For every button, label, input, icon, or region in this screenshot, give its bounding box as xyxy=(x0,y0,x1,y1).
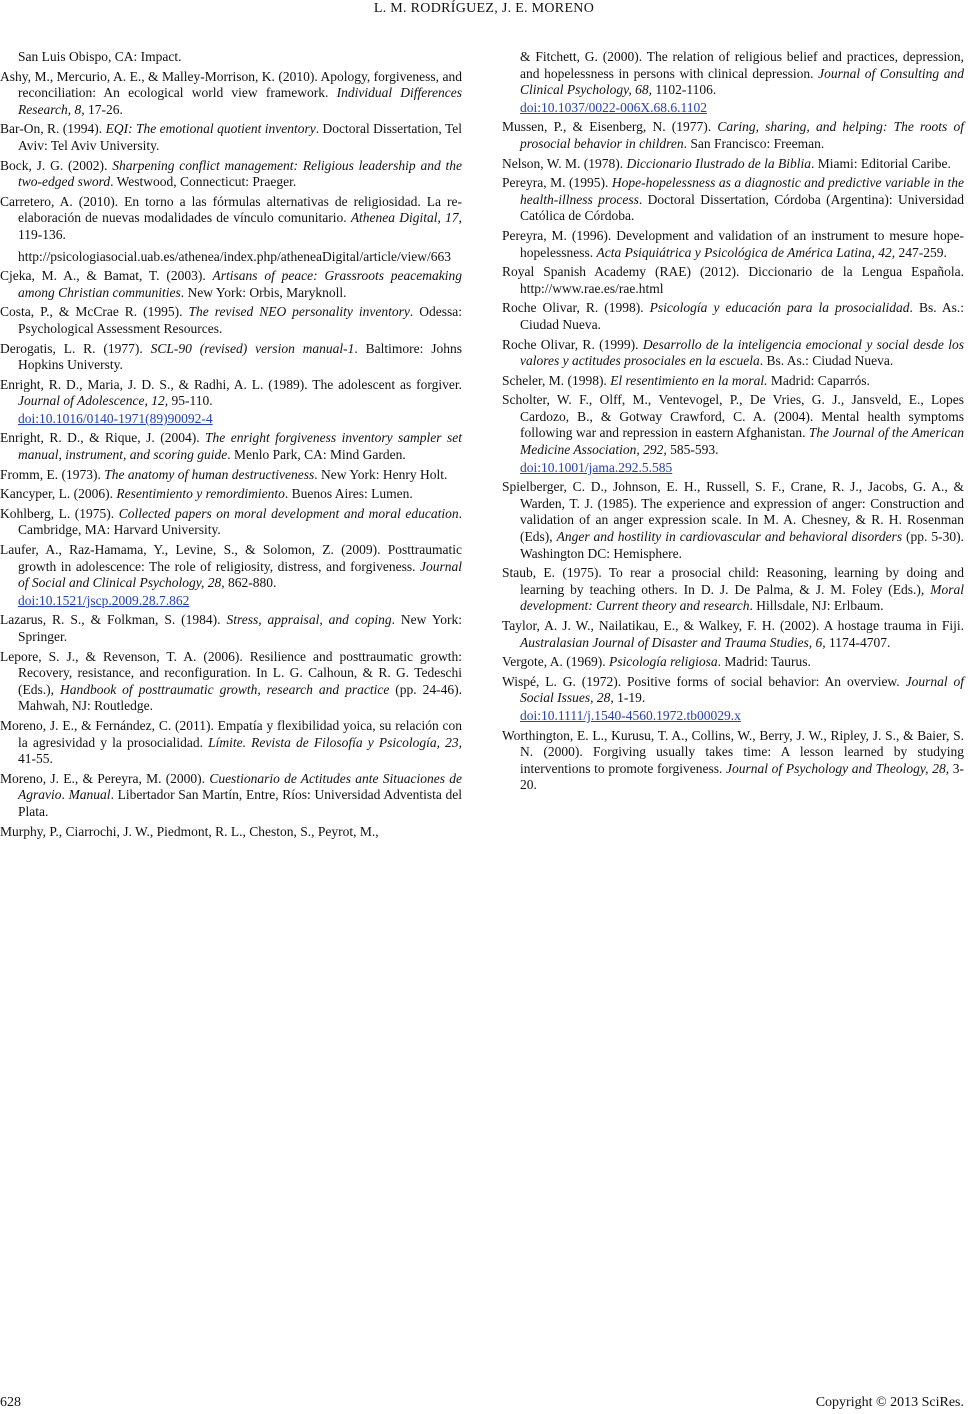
reference-text: Ashy, M., Mercurio, A. E., & Malley-Morrison, K. (2010). Apology, forgiveness, and reconciliation: An ecological world view framework. xyxy=(0,68,462,101)
page-number: 628 xyxy=(0,1395,21,1410)
reference-text: Cjeka, M. A., & Bamat, T. (2003). xyxy=(0,268,213,284)
reference-entry xyxy=(0,377,462,428)
doi-link[interactable]: doi:10.1037/0022-006X.68.6.1102 xyxy=(520,99,707,115)
reference-entry xyxy=(0,467,462,484)
reference-source: Journal of Social Issues, 28, xyxy=(520,673,964,706)
reference-text: . Doctoral Dissertation, Tel Aviv: Tel Aviv University. xyxy=(18,121,462,153)
doi-link[interactable]: doi:10.1111/j.1540-4560.1972.tb00029.x xyxy=(520,707,741,723)
reference-text: Scholter, W. F., Olff, M., Ventevogel, P., De Vries, G. J., Jansveld, E., Lopes Cardozo, B., & Gotway Crawford, C. A. (2004). Mental health symptoms following war and repression in eastern Afghanistan. xyxy=(502,392,964,441)
reference-entry xyxy=(0,194,462,265)
reference-source: Caring, sharing, and helping: The roots of prosocial behavior in children xyxy=(520,119,964,151)
reference-source: Límite. Revista de Filosofía y Psicología, 23, xyxy=(208,734,462,750)
reference-text: Derogatis, L. R. (1977). xyxy=(0,340,151,356)
doi-link[interactable]: doi:10.1016/0140-1971(89)90092-4 xyxy=(18,410,213,426)
reference-source: Hope-hopelessness as a diagnostic and predictive variable in the health-illness process xyxy=(520,175,964,207)
reference-text: 3-20. xyxy=(520,760,964,793)
reference-text: Worthington, E. L., Kurusu, T. A., Collins, W., Berry, J. W., Ripley, J. S., & Baier, S. N. (2000). Forgiving usually takes time: A lesson learned by studying interventions to promote forgiveness. xyxy=(502,727,964,776)
reference-text: (pp. 24-46). Mahwah, NJ: Routledge. xyxy=(18,681,462,714)
reference-entry xyxy=(0,69,462,119)
reference-text: . New York: Springer. xyxy=(18,612,462,644)
reference-entry xyxy=(0,268,462,301)
reference-text: Roche Olivar, R. (1998). xyxy=(502,300,650,316)
reference-source: Stress, appraisal, and coping xyxy=(226,612,392,628)
reference-text: Bar-On, R. (1994). xyxy=(0,121,106,137)
reference-text: Lazarus, R. S., & Folkman, S. (1984). xyxy=(0,612,227,628)
reference-source: Artisans of peace: Grassroots peacemaking among Christian communities xyxy=(18,268,463,300)
reference-text: Mussen, P., & Eisenberg, N. (1977). xyxy=(502,119,718,135)
reference-text: . Hillsdale, NJ: Erlbaum. xyxy=(749,598,884,614)
reference-entry xyxy=(502,392,964,476)
reference-source: Cuestionario de Actitudes ante Situaciones de Agravio xyxy=(18,770,463,803)
reference-entry xyxy=(0,542,462,609)
reference-text: Royal Spanish Academy (RAE) (2012). Diccionario de la Lengua Española. http://www.rae.es/rae.html xyxy=(502,264,964,296)
reference-text: . New York: Orbis, Maryknoll. xyxy=(180,284,347,300)
reference-source: El resentimiento en la moral. xyxy=(610,372,768,388)
reference-entry xyxy=(502,654,964,671)
reference-text: 1174-4707. xyxy=(825,634,891,650)
reference-text: 247-259. xyxy=(895,244,947,260)
reference-source: SCL-90 (revised) version manual-1 xyxy=(150,340,355,356)
reference-source: Journal of Social and Clinical Psychology, 28, xyxy=(18,558,462,591)
reference-entry xyxy=(502,618,964,651)
reference-entry xyxy=(0,486,462,503)
reference-text: Staub, E. (1975). To rear a prosocial child: Reasoning, learning by doing and learning by teaching others. In D. J. De Palma, & J. M. Foley (Eds.), xyxy=(502,565,964,597)
reference-entry xyxy=(0,824,462,841)
reference-entry xyxy=(502,156,964,173)
reference-text: . Cambridge, MA: Harvard University. xyxy=(18,505,462,538)
reference-source: Sharpening conflict management: Religious leadership and the two-edged sword xyxy=(18,157,462,190)
reference-text: Bock, J. G. (2002). xyxy=(0,157,113,173)
reference-source: Resentimiento y remordimiento xyxy=(116,486,285,502)
reference-text: Pereyra, M. (1996). Development and validation of an instrument to mesure hope-hopelessness. xyxy=(502,227,964,260)
reference-text: Kohlberg, L. (1975). xyxy=(0,505,119,521)
reference-text: Moreno, J. E., & Fernández, C. (2011). Empatía y flexibilidad yoica, su relación con la agresividad y la prosocialidad. xyxy=(0,717,462,750)
reference-text: , 119-136. xyxy=(18,210,462,242)
reference-text: 1102-1106. xyxy=(651,82,717,98)
reference-source: Psicología y educación para la prosocialidad xyxy=(649,300,910,316)
doi-link[interactable]: doi:10.1001/jama.292.5.585 xyxy=(520,459,673,475)
reference-text: Carretero, A. (2010). En torno a las fórmulas alternativas de religiosidad. La re-elaboración de nuevas modalidades de vínculo comunitario. xyxy=(0,193,462,226)
reference-text: . xyxy=(61,787,69,803)
reference-text: Wispé, L. G. (1972). Positive forms of social behavior: An overview. xyxy=(502,673,906,689)
reference-source: The revised NEO personality inventory xyxy=(188,304,410,320)
reference-text: . San Francisco: Freeman. xyxy=(683,135,825,151)
reference-text: . New York: Henry Holt. xyxy=(314,466,448,482)
doi-link[interactable]: doi:10.1521/jscp.2009.28.7.862 xyxy=(18,592,190,608)
reference-text: 95-110. xyxy=(168,393,213,409)
running-header xyxy=(0,0,968,17)
reference-text: & Fitchett, G. (2000). The relation of religious belief and practices, depression, and hopelessness in persons with clinical depression. xyxy=(520,49,964,81)
reference-text: . Bs. As.: Ciudad Nueva. xyxy=(520,300,964,332)
reference-entry xyxy=(0,649,462,715)
reference-text: Vergote, A. (1969). xyxy=(502,654,609,670)
reference-text: 17-26. xyxy=(84,101,123,117)
reference-entry xyxy=(0,158,462,191)
reference-entry xyxy=(0,341,462,374)
reference-text: (pp. 5-30). Washington DC: Hemisphere. xyxy=(520,529,964,561)
reference-text: San Luis Obispo, CA: Impact. xyxy=(18,49,182,64)
reference-entry xyxy=(0,121,462,154)
reference-entry xyxy=(502,175,964,225)
reference-entry xyxy=(0,612,462,645)
reference-source: Diccionario Ilustrado de la Biblia xyxy=(626,155,811,171)
reference-source: Individual Differences Research, 8, xyxy=(18,85,463,117)
reference-entry xyxy=(502,337,964,370)
reference-text: . Westwood, Connecticut: Praeger. xyxy=(110,174,297,190)
reference-text: 41-55. xyxy=(18,751,53,767)
reference-source: Australasian Journal of Disaster and Trauma Studies, 6, xyxy=(520,634,826,650)
reference-source: Collected papers on moral development and moral education xyxy=(118,505,459,521)
reference-entry xyxy=(502,228,964,261)
reference-entry xyxy=(502,300,964,333)
reference-source: Journal of Consulting and Clinical Psychology, 68, xyxy=(520,65,964,98)
reference-url[interactable]: http://psicologiasocial.uab.es/athenea/index.php/atheneaDigital/article/view/663 xyxy=(18,248,451,264)
references-left-column xyxy=(0,49,462,843)
reference-text: . Bs. As.: Ciudad Nueva. xyxy=(759,353,894,369)
reference-text: Fromm, E. (1973). xyxy=(0,466,105,482)
reference-text: Murphy, P., Ciarrochi, J. W., Piedmont, R. L., Cheston, S., Peyrot, M., xyxy=(0,823,379,839)
reference-text: 862-880. xyxy=(224,575,277,591)
reference-text: Enright, R. D., & Rique, J. (2004). xyxy=(0,430,206,446)
reference-text: . Madrid: Taurus. xyxy=(717,654,811,670)
reference-text: Enright, R. D., Maria, J. D. S., & Radhi, A. L. (1989). The adolescent as forgiver. xyxy=(0,376,462,392)
reference-entry xyxy=(502,674,964,725)
reference-source: Handbook of posttraumatic growth, research and practice xyxy=(59,681,390,697)
reference-source: The anatomy of human destructiveness xyxy=(104,466,315,482)
reference-text: Costa, P., & McCrae R. (1995). xyxy=(0,304,189,320)
reference-text: Roche Olivar, R. (1999). xyxy=(502,336,643,352)
reference-text: Nelson, W. M. (1978). xyxy=(502,155,627,171)
reference-entry xyxy=(502,119,964,152)
reference-source: The Journal of the American Medicine Association, 292, xyxy=(520,425,964,458)
reference-text: . Buenos Aires: Lumen. xyxy=(284,486,413,502)
reference-entry xyxy=(502,728,964,794)
reference-source: The enright forgiveness inventory sampler set manual, instrument, and scoring guide xyxy=(18,430,462,463)
reference-entry xyxy=(0,771,462,821)
reference-source: Journal of Adolescence, 12, xyxy=(18,393,169,409)
reference-source: Acta Psiquiátrica y Psicológica de América Latina, 42, xyxy=(596,244,896,260)
reference-entry xyxy=(502,264,964,297)
reference-entry xyxy=(502,565,964,615)
reference-entry xyxy=(0,506,462,539)
reference-entry xyxy=(0,718,462,768)
reference-text: . Baltimore: Johns Hopkins Universty. xyxy=(18,340,462,373)
reference-text: Kancyper, L. (2006). xyxy=(0,486,117,502)
copyright-notice: Copyright © 2013 SciRes. xyxy=(815,1395,964,1410)
reference-text: 1-19. xyxy=(613,690,646,706)
reference-text: . Menlo Park, CA: Mind Garden. xyxy=(227,447,406,463)
reference-entry xyxy=(502,49,964,116)
reference-source: Anger and hostility in cardiovascular and behavioral disorders xyxy=(556,529,903,545)
reference-text: Pereyra, M. (1995). xyxy=(502,175,612,191)
reference-entry xyxy=(502,479,964,562)
reference-text: Moreno, J. E., & Pereyra, M. (2000). xyxy=(0,770,210,786)
reference-text: Madrid: Caparrós. xyxy=(767,372,870,388)
reference-source: Athenea Digital, 17 xyxy=(350,210,459,226)
reference-source: Manual xyxy=(68,787,111,803)
reference-text: . Miami: Editorial Caribe. xyxy=(811,155,951,171)
reference-text: Lepore, S. J., & Revenson, T. A. (2006). Resilience and posttraumatic growth: Recovery, resistance, and reconfiguration. In L. G. Calhoun, & R. G. Tedeschi (Eds.), xyxy=(0,648,462,697)
reference-source: EQI: The emotional quotient inventory xyxy=(105,121,316,137)
references-right-column xyxy=(502,49,964,797)
reference-source: Psicología religiosa xyxy=(609,654,718,670)
reference-text: . Odessa: Psychological Assessment Resources. xyxy=(18,304,462,336)
reference-entry xyxy=(0,49,462,66)
reference-text: . Doctoral Dissertation, Córdoba (Argentina): Universidad Católica de Córdoba. xyxy=(520,191,964,224)
reference-text: Taylor, A. J. W., Nailatikau, E., & Walkey, F. H. (2002). A hostage trauma in Fiji. xyxy=(502,618,964,633)
reference-text: Scheler, M. (1998). xyxy=(502,372,611,388)
reference-source: Moral development: Current theory and research xyxy=(520,581,964,614)
running-title: L. M. RODRÍGUEZ, J. E. MORENO xyxy=(373,1,595,16)
reference-entry xyxy=(0,304,462,337)
reference-source: Desarrollo de la inteligencia emocional y social desde los valores y actitudes prosociales en la escuela xyxy=(520,336,964,369)
reference-source: Journal of Psychology and Theology, 28, xyxy=(726,760,950,776)
reference-text: 585-593. xyxy=(666,442,719,458)
reference-text: Spielberger, C. D., Johnson, E. H., Russell, S. F., Crane, R. J., Jacobs, G. A., & Warden, T. J. (1985). The experience and expression of anger: Construction and validation of an anger expression scale. In M. A. Chesney, & R. H. Rosenman (Eds), xyxy=(502,479,964,545)
reference-entry xyxy=(502,373,964,390)
reference-text: Laufer, A., Raz-Hamama, Y., Levine, S., & Solomon, Z. (2009). Posttraumatic growth in adolescence: The role of religiosity, distress, and forgiveness. xyxy=(0,542,462,574)
reference-entry xyxy=(0,430,462,463)
reference-text: . Libertador San Martín, Entre, Ríos: Universidad Adventista del Plata. xyxy=(18,787,463,819)
